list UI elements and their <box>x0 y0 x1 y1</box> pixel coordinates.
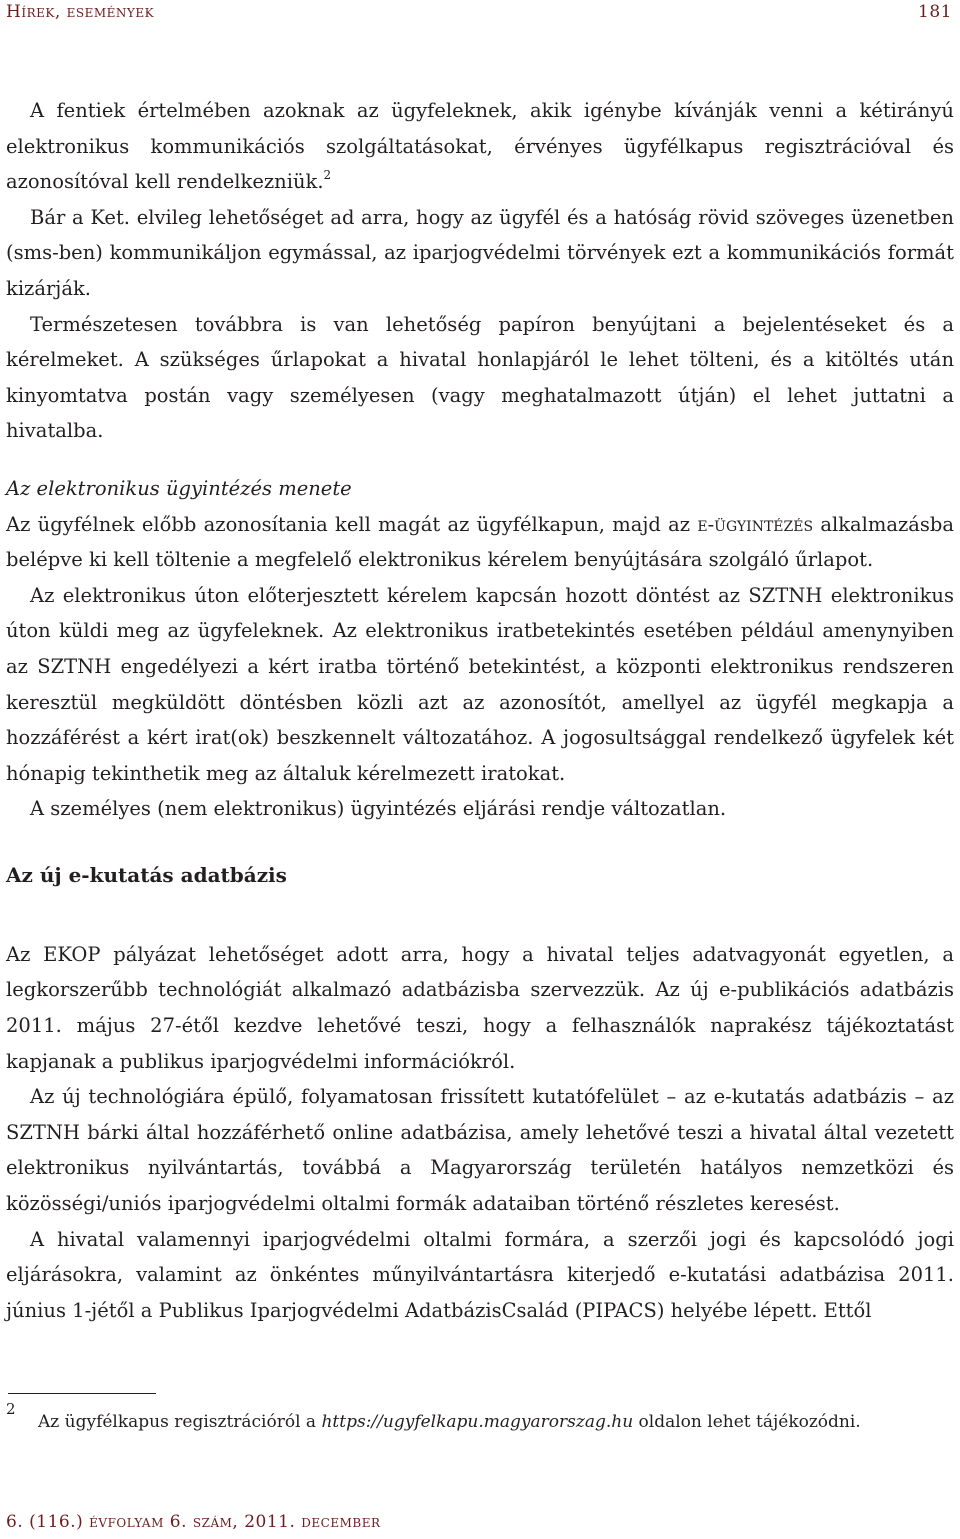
footnote-rule <box>8 1393 156 1394</box>
paragraph: Az EKOP pályázat lehetőséget adott arra, hogy a hivatal teljes adatvagyonát egyetlen, a legkorszerűbb technológiát alkalmazó adatbázisba szervezzük. Az új e-publikációs adatbázis 2011. május 27-étől kezdve lehetővé teszi, hogy a felhasználók naprakész tájékoztatást kapjanak a publikus iparjogvédelmi információkról. <box>6 942 954 1073</box>
paragraph: Bár a Ket. elvileg lehetőséget ad arra, hogy az ügyfél és a hatóság rövid szöveges üzenetben (sms-ben) kommunikáljon egymással, az iparjogvédelmi törvények ezt a kommunikációs formát kizárják. <box>6 205 954 300</box>
paragraph: Az elektronikus úton előterjesztett kérelem kapcsán hozott döntést az SZTNH elektronikus úton küldi meg az ügyfeleknek. Az elektronikus iratbetekintés esetében például amenynyiben az SZTNH engedélyezi a kért iratba történő betekintést, a központi elektronikus rendszeren keresztül megküldött döntésben közli azt az azonosítót, amellyel az ügyfél megkapja a hozzáférést a kért irat(ok) beszkennelt változatához. A jogosultsággal rendelkező ügyfelek két hónapig tekinthetik meg az általuk kérelmezett iratokat. <box>6 583 954 785</box>
subheading: Az elektronikus ügyintézés menete <box>6 476 352 500</box>
paragraph: Természetesen továbbra is van lehetőség papíron benyújtani a bejelentéseket és a kérelmeket. A szükséges űrlapokat a hivatal honlapjáról le lehet tölteni, és a kitöltés után kinyomtatva postán vagy személyesen (vagy meghatalmazott útján) el lehet juttatni a hivatalba. <box>6 312 954 443</box>
paragraph: Az új technológiára épülő, folyamatosan frissített kutatófelület – az e-kutatás adatbázis – az SZTNH bárki által hozzáférhető online adatbázisa, amely lehetővé teszi a hivatal által vezetett elektronikus nyilvántartás, továbbá a Magyarország területén hatályos nemzetközi és közösségi/uniós iparjogvédelmi oltalmi formák adataiban történő részletes keresést. <box>6 1085 954 1216</box>
running-footer: 6. (116.) évfolyam 6. szám, 2011. december <box>6 1512 381 1532</box>
footnote-number: 2 <box>6 1400 16 1418</box>
footnote <box>6 1397 946 1439</box>
page-number: 181 <box>918 2 952 22</box>
paragraph: A személyes (nem elektronikus) ügyintézés eljárási rendje változatlan. <box>30 797 727 821</box>
running-header <box>6 2 952 26</box>
paragraph: Az ügyfélnek előbb azonosítania kell magát az ügyfélkapun, majd az e-ügyintézés alkalmazásba belépve ki kell töltenie a megfelelő elektronikus kérelem benyújtására szolgáló űrlapot. <box>6 512 955 572</box>
section-title: Hírek, események <box>6 2 155 22</box>
footnote-link[interactable]: https://ugyfelkapu.magyarorszag.hu <box>321 1412 634 1432</box>
app-name: e-ügyintézés <box>697 512 814 536</box>
footnote-text: Az ügyfélkapus regisztrációról a https://ugyfelkapu.magyarorszag.hu oldalon lehet tájékozódni. <box>38 1412 861 1432</box>
section-heading: Az új e-kutatás adatbázis <box>6 862 287 887</box>
article-body <box>6 93 954 1328</box>
footnote-reference[interactable]: 2 <box>323 168 332 183</box>
paragraph: A hivatal valamennyi iparjogvédelmi oltalmi formára, a szerzői jogi és kapcsolódó jogi eljárásokra, valamint az önkéntes műnyilvántartásra kiterjedő e-kutatási adatbázisa 2011. június 1-jétől a Publikus Iparjogvédelmi AdatbázisCsalád (PIPACS) helyébe lépett. Ettől <box>6 1227 954 1322</box>
paragraph: A fentiek értelmében azoknak az ügyfeleknek, akik igénybe kívánják venni a kétirányú elektronikus kommunikációs szolgáltatásokat, érvényes ügyfélkapus regisztrációval és azonosítóval kell rendelkezniük.$^2$ <box>6 99 954 194</box>
